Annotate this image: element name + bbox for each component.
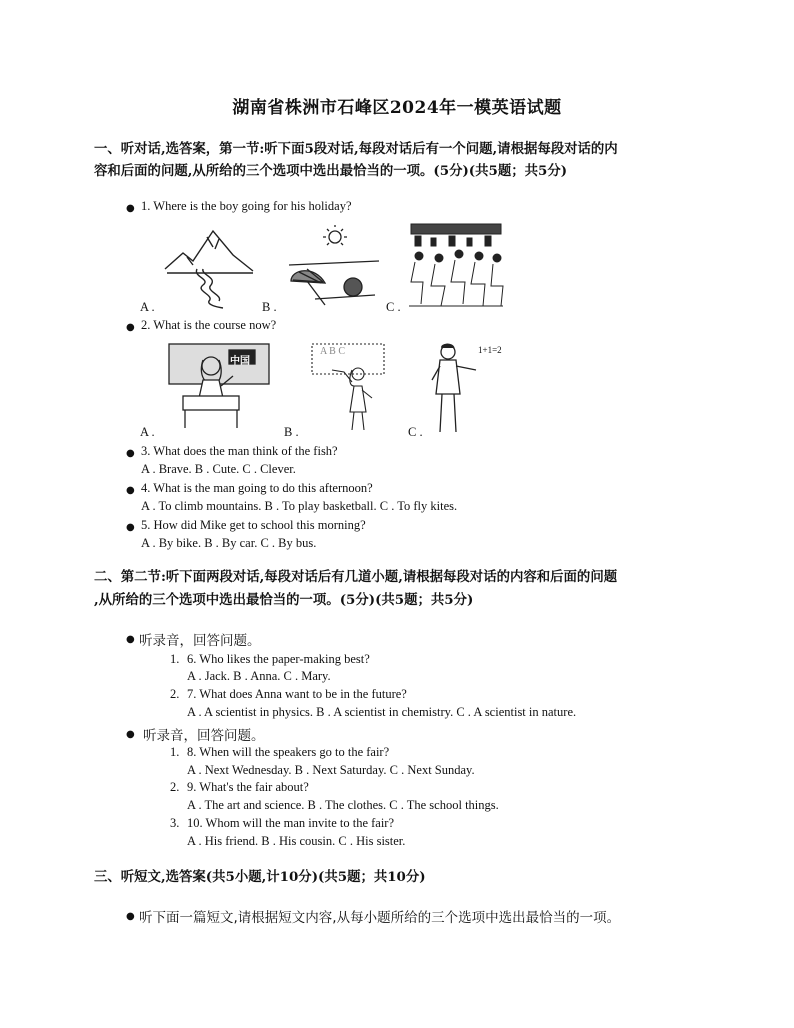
- bullet-icon: ●: [126, 203, 135, 214]
- bullet-icon: ●: [126, 911, 135, 922]
- q1-option-c-label: C .: [386, 300, 401, 314]
- question-4: 4. What is the man going to do this afternoon?: [141, 481, 373, 495]
- chinese-class-image: [163, 340, 273, 430]
- group1-item2-number: 2.: [170, 687, 180, 701]
- q2-option-a-label: A .: [140, 425, 155, 439]
- board-text-abc: A B C: [320, 346, 346, 357]
- section3-intro: 听下面一篇短文,请根据短文内容,从每小题所给的三个选项中选出最恰当的一项。: [139, 910, 621, 926]
- section3-heading: 三、听短文,选答案(共5小题,计10分)(共5题；共10分): [94, 869, 426, 885]
- group2-item3-number: 3.: [170, 816, 180, 830]
- question-8-options: A . Next Wednesday. B . Next Saturday. C . Next Sunday.: [187, 763, 475, 777]
- bullet-icon: ●: [126, 729, 135, 740]
- q1-option-a-label: A .: [140, 300, 155, 314]
- bullet-icon: ●: [126, 485, 135, 496]
- section1-heading-line2: 容和后面的问题,从所给的三个选项中选出最恰当的一项。(5分)(共5题；共5分): [94, 163, 568, 179]
- question-9-options: A . The art and science. B . The clothes. C . The school things.: [187, 798, 499, 812]
- question-5-options: A . By bike. B . By car. C . By bus.: [141, 536, 317, 550]
- question-8: 8. When will the speakers go to the fair?: [187, 745, 390, 759]
- crowd-people-image: [405, 222, 505, 310]
- section2-heading-line1: 二、第二节:听下面两段对话,每段对话后有几道小题,请根据每段对话的内容和后面的问题: [94, 569, 618, 585]
- page-title: 湖南省株洲市石峰区2024年一模英语试题: [232, 98, 562, 118]
- group2-item1-number: 1.: [170, 745, 180, 759]
- bullet-icon: ●: [126, 634, 135, 645]
- question-1: 1. Where is the boy going for his holiday?: [141, 199, 352, 213]
- question-3-options: A . Brave. B . Cute. C . Clever.: [141, 462, 296, 476]
- mountains-river-image: [163, 225, 255, 309]
- question-3: 3. What does the man think of the fish?: [141, 444, 338, 458]
- question-5: 5. How did Mike get to school this morning?: [141, 518, 366, 532]
- question-6: 6. Who likes the paper-making best?: [187, 652, 370, 666]
- board-text-math: 1+1=2: [478, 345, 502, 355]
- question-9: 9. What's the fair about?: [187, 780, 309, 794]
- question-10-options: A . His friend. B . His cousin. C . His sister.: [187, 834, 406, 848]
- group1-heading: 听录音，回答问题。: [139, 633, 261, 649]
- group2-item2-number: 2.: [170, 780, 180, 794]
- q2-option-c-label: C .: [408, 425, 423, 439]
- question-7: 7. What does Anna want to be in the future?: [187, 687, 407, 701]
- bullet-icon: ●: [126, 522, 135, 533]
- question-10: 10. Whom will the man invite to the fair?: [187, 816, 395, 830]
- bullet-icon: ●: [126, 322, 135, 333]
- section2-heading-line2: ,从所给的三个选项中选出最恰当的一项。(5分)(共5题；共5分): [94, 592, 474, 608]
- board-text-chinese: 中国: [230, 356, 250, 367]
- group2-heading: 听录音，回答问题。: [143, 728, 265, 744]
- bullet-icon: ●: [126, 448, 135, 459]
- question-6-options: A . Jack. B . Anna. C . Mary.: [187, 669, 331, 683]
- q1-option-b-label: B .: [262, 300, 277, 314]
- question-4-options: A . To climb mountains. B . To play basketball. C . To fly kites.: [141, 499, 458, 513]
- question-2: 2. What is the course now?: [141, 318, 277, 332]
- beach-umbrella-image: [285, 225, 381, 309]
- section1-heading-line1: 一、听对话,选答案，第一节:听下面5段对话,每段对话后有一个问题,请根据每段对话的内: [94, 141, 618, 157]
- group1-item1-number: 1.: [170, 652, 180, 666]
- question-7-options: A . A scientist in physics. B . A scientist in chemistry. C . A scientist in nature.: [187, 705, 577, 719]
- q2-option-b-label: B .: [284, 425, 299, 439]
